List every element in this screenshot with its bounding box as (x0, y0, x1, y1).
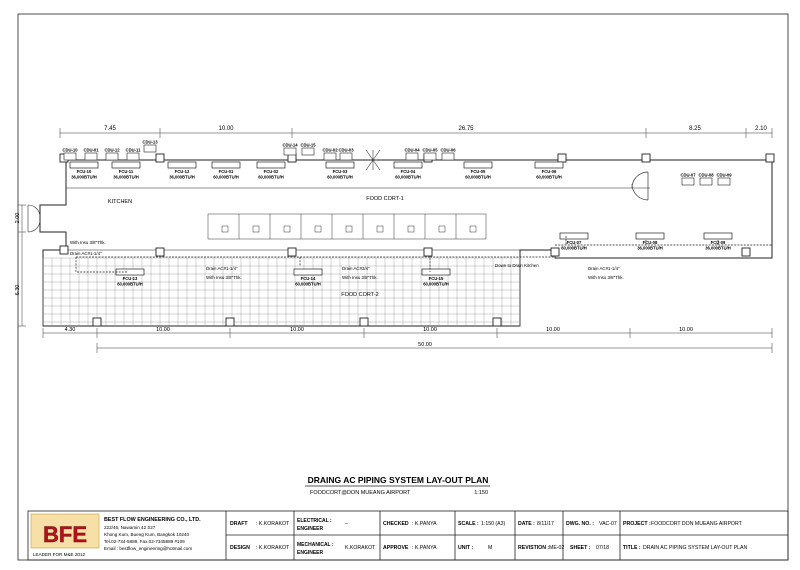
dim-bottom-4: 10.00 (423, 327, 437, 333)
fcu-capacity: 60,000BTU/H (561, 245, 587, 251)
structural-column (742, 248, 750, 256)
fcu-capacity: 36,000BTU/H (705, 245, 731, 251)
fcu-unit (212, 162, 240, 168)
fcu-name: FCU-11 (118, 169, 134, 174)
mechanical-label-2: ENGINEER (297, 550, 324, 556)
note-drain-mid2-size: Drain AC#3/4" (342, 266, 370, 271)
dim-bottom-2: 10.00 (156, 327, 170, 333)
dim-top-5: 2.10 (755, 126, 767, 132)
cdu-unit (406, 153, 418, 160)
fcu-unit (704, 233, 732, 239)
fcu-capacity: 36,000BTU/H (113, 174, 139, 180)
cdu-unit (284, 148, 296, 155)
electrical-label: ELECTRICAL : (297, 518, 332, 524)
cdu-unit (64, 153, 76, 160)
fcu-capacity: 60,000BTU/H (423, 281, 449, 287)
left-door-symbol (28, 205, 40, 232)
structural-column (226, 318, 234, 326)
fcu-name: FCU-01 (218, 169, 234, 174)
cdu-label: CDU-11 (125, 147, 141, 153)
design-value: : K.KORAKOT (256, 545, 290, 551)
electrical-label-2: ENGINEER (297, 526, 324, 532)
date-label: DATE : (518, 521, 535, 527)
dim-top-2: 10.00 (218, 126, 234, 132)
shop-fixture (377, 226, 383, 232)
cdu-unit (442, 153, 454, 160)
project-value: FOODCORT DON MUEANG AIRPORT (651, 521, 742, 527)
unit-value: M (488, 545, 493, 551)
fcu-name: FCU-14 (300, 276, 316, 281)
note-drain-mid-size: Drain AC#1-1/4" (206, 266, 238, 271)
shop-fixture (315, 226, 321, 232)
central-shop-partitions (208, 214, 486, 239)
fcu-name: FCU-15 (428, 276, 444, 281)
note-drain-left-insulation: With Insu 3/8"Thk. (70, 240, 106, 245)
cdu-label: CDU-05 (422, 147, 438, 153)
company-logo (31, 514, 99, 548)
date-value: 8/11/17 (537, 521, 554, 527)
fcu-unit (326, 162, 354, 168)
structural-column (360, 318, 368, 326)
dim-left-lower: 6.30 (15, 284, 21, 296)
cdu-label: CDU-07 (680, 172, 696, 178)
fcu-name: FCU-03 (332, 169, 348, 174)
cdu-label: CDU-01 (83, 147, 99, 153)
area-label-kitchen: KITCHEN (107, 199, 133, 205)
revision-label: REVISTION : (518, 545, 550, 551)
note-drain-right-size: Drain AC#1-1/4" (588, 266, 620, 271)
fcu-name: FCU-04 (400, 169, 416, 174)
structural-column (288, 248, 296, 256)
sheet-label: SHEET : (570, 545, 591, 551)
fcu-capacity: 36,000BTU/H (71, 174, 97, 180)
area-label-food-court-1: FOOD CORT-1 (366, 196, 404, 202)
note-drain-left-size: Drain AC#1-1/4" (70, 251, 102, 256)
structural-column (156, 248, 164, 256)
structural-column (493, 318, 501, 326)
cdu-unit (144, 145, 156, 152)
fcu-capacity: 36,000BTU/H (169, 174, 195, 180)
structural-column (424, 248, 432, 256)
mechanical-label: MECHANICAL : (297, 542, 334, 548)
cdu-label: CDU-04 (404, 147, 420, 153)
drawing-scale: 1:150 (474, 490, 488, 496)
cdu-unit (85, 153, 97, 160)
cdu-label: CDU-10 (62, 147, 78, 153)
dim-bottom-1: 4.30 (64, 327, 76, 333)
dim-left-upper: 2.00 (15, 212, 21, 224)
unit-label: UNIT : (458, 545, 474, 551)
fcu-unit (168, 162, 196, 168)
structural-column (766, 154, 774, 162)
structural-column (156, 154, 164, 162)
revision-value: ME-02 (549, 545, 565, 551)
cdu-unit (682, 178, 694, 185)
fcu-unit (422, 269, 450, 275)
fcu-capacity: 60,000BTU/H (258, 174, 284, 180)
draft-value: : K.KORAKOT (256, 521, 290, 527)
fcu-capacity: 60,000BTU/H (536, 174, 562, 180)
cdu-label: CDU-15 (300, 142, 316, 148)
structural-column (642, 154, 650, 162)
approve-label: APPROVE (383, 545, 409, 551)
logo-text: BFE (43, 522, 87, 547)
electrical-value: – (345, 521, 348, 527)
area-label-food-court-2: FOOD CORT-2 (341, 292, 379, 298)
dim-bottom-6: 10.00 (679, 327, 693, 333)
cdu-unit (106, 153, 118, 160)
cdu-unit (718, 178, 730, 185)
fcu-name: FCU-12 (174, 169, 190, 174)
fcu-name: FCU-13 (122, 276, 138, 281)
drawing-title: DRAING AC PIPING SYSTEM LAY-OUT PLAN (307, 475, 489, 485)
drawing-subtitle: FOODCORT@DON MUEANG AIRPORT (310, 490, 411, 496)
fcu-capacity: 60,000BTU/H (213, 174, 239, 180)
approve-value: : K.PANYA (412, 545, 437, 551)
fcu-capacity: 60,000BTU/H (395, 174, 421, 180)
fcu-unit (636, 233, 664, 239)
structural-column (93, 318, 101, 326)
cdu-unit (700, 178, 712, 185)
fcu-capacity: 36,000BTU/H (637, 245, 663, 251)
food-court-2-ceiling-grid (43, 258, 520, 326)
cdu-unit (127, 153, 139, 160)
fcu-name: FCU-06 (541, 169, 557, 174)
fcu-unit (535, 162, 563, 168)
company-tel: Tel.02-734-5889, Fax.02-7345889 #109 (104, 539, 185, 544)
checked-value: : K.PANYA (412, 521, 437, 527)
dim-bottom-total: 50.00 (418, 342, 432, 348)
fcu-capacity: 60,000BTU/H (295, 281, 321, 287)
cdu-label: CDU-08 (698, 172, 714, 178)
note-down-to-drain-kitchen: Down to Drain Kitchen (495, 263, 539, 268)
fcu-name: FCU-08 (642, 240, 658, 245)
bottom-dimension-line (43, 328, 772, 353)
project-label: PROJECT : (623, 521, 651, 527)
scale-label: SCALE : (458, 521, 479, 527)
fcu-unit (560, 233, 588, 239)
fcu-capacity: 60,000BTU/H (327, 174, 353, 180)
structural-column (60, 246, 68, 254)
dim-top-1: 7.45 (104, 126, 116, 132)
sheet-value: 07/18 (596, 545, 609, 551)
fcu-name: FCU-09 (710, 240, 726, 245)
fcu-name: FCU-02 (263, 169, 279, 174)
shop-block-outline (208, 214, 486, 239)
note-drain-mid-insulation: With Insu 3/8"Thk. (206, 275, 242, 280)
cdu-label: CDU-03 (338, 147, 354, 153)
building-outline (40, 160, 772, 326)
shop-fixture (346, 226, 352, 232)
structural-column (558, 154, 566, 162)
fcu-unit (112, 162, 140, 168)
fcu-capacity: 60,000BTU/H (465, 174, 491, 180)
shop-fixture (470, 226, 476, 232)
dwg-no-label: DWG. NO. : (566, 521, 594, 527)
note-drain-right-insulation: With Insu 3/8"Thk. (588, 275, 624, 280)
fcu-name: FCU-05 (470, 169, 486, 174)
cdu-label: CDU-09 (716, 172, 732, 178)
scale-value: 1:150 (A3) (481, 521, 506, 527)
dim-bottom-5: 10.00 (546, 327, 560, 333)
title-label: TITLE : (623, 545, 641, 551)
dwg-no-value: VAC-07 (599, 521, 617, 527)
cdu-label: CDU-06 (440, 147, 456, 153)
note-drain-mid2-insulation: With Insu 3/8"Thk. (342, 275, 378, 280)
right-door-symbol (632, 172, 648, 200)
company-tagline: LEADER FOR M&E 2012 (33, 552, 86, 557)
draft-label: DRAFT (230, 521, 248, 527)
cdu-unit (324, 153, 336, 160)
cdu-unit (302, 148, 314, 155)
fcu-capacity: 60,000BTU/H (117, 281, 143, 287)
cdu-label: CDU-13 (142, 139, 158, 145)
structural-column (551, 248, 559, 256)
title-value: DRAIN AC PIPING SYSTEM LAY-OUT PLAN (643, 545, 748, 551)
company-name: BEST FLOW ENGINEERING CO., LTD. (104, 517, 201, 523)
cdu-label: CDU-12 (104, 147, 120, 153)
fcu-unit (294, 269, 322, 275)
company-address-2: Khong Kum, Bueng Kum, Bangkok 10240 (104, 532, 190, 537)
company-email: Email : bestflow_engineering@hotmail.com (104, 546, 193, 551)
shop-fixture (222, 226, 228, 232)
checked-label: CHECKED (383, 521, 409, 527)
company-address-1: 222/46, Nawamin 42 ถ27 (104, 525, 156, 530)
design-label: DESIGN (230, 545, 250, 551)
shop-fixture (253, 226, 259, 232)
shop-fixture (284, 226, 290, 232)
shop-fixture (408, 226, 414, 232)
shop-fixture (439, 226, 445, 232)
top-dimension-line (60, 128, 772, 138)
fcu-unit (394, 162, 422, 168)
fcu-name: FCU-07 (566, 240, 582, 245)
cdu-unit (340, 153, 352, 160)
fcu-unit (464, 162, 492, 168)
cdu-label: CDU-14 (282, 142, 298, 148)
fcu-unit (70, 162, 98, 168)
mechanical-value: K.KORAKOT (345, 545, 376, 551)
fcu-unit (257, 162, 285, 168)
cdu-label: CDU-02 (322, 147, 338, 153)
dim-top-4: 8.25 (689, 126, 701, 132)
dim-bottom-3: 10.00 (290, 327, 304, 333)
fcu-name: FCU-10 (76, 169, 92, 174)
structural-columns (60, 154, 774, 326)
cdu-unit (424, 153, 436, 160)
dim-top-3: 26.75 (458, 126, 474, 132)
